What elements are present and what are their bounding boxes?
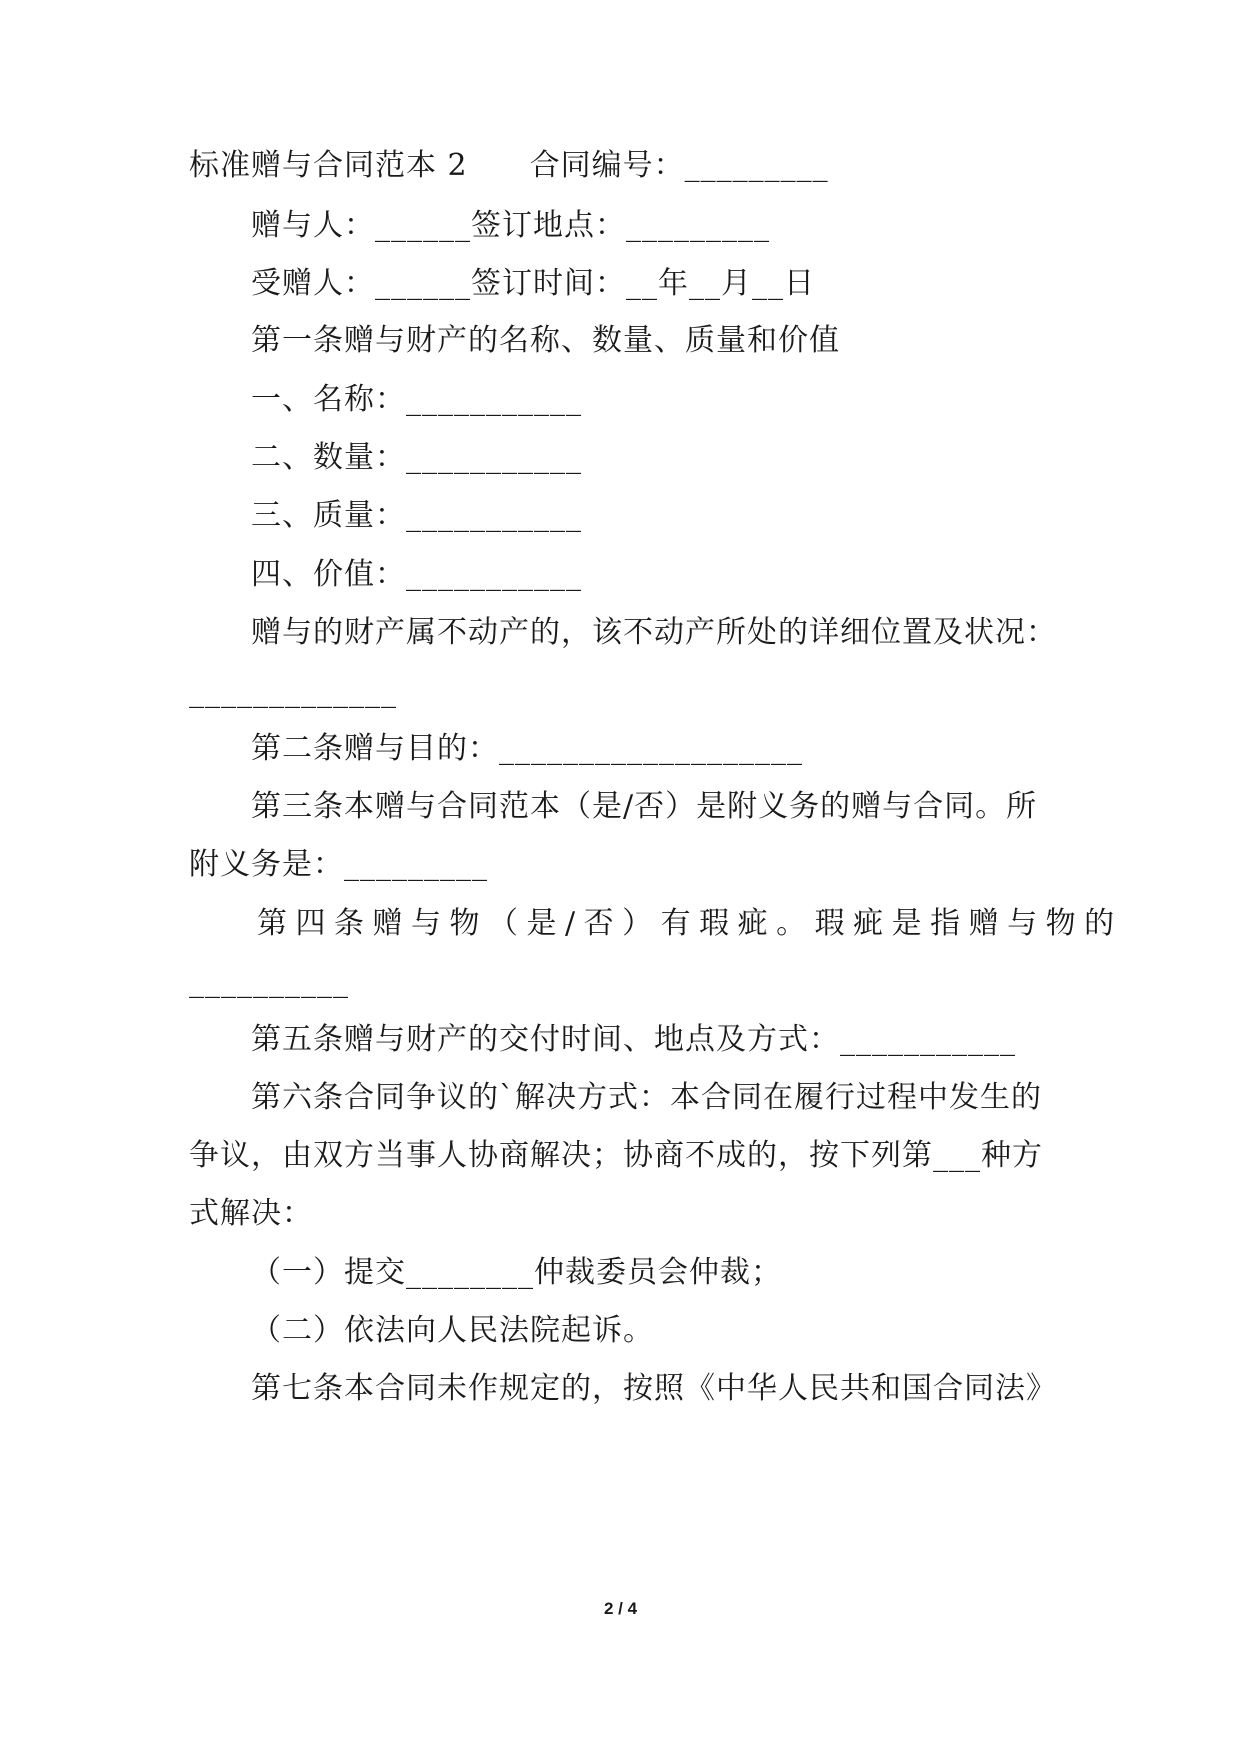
article-6-line: 第六条合同争议的`解决方式：本合同在履行过程中发生的 bbox=[251, 1080, 1042, 1115]
page-number: 2 / 4 bbox=[603, 1599, 638, 1618]
article-3-line: 第三条本赠与合同范本（是/否）是附义务的赠与合同。所 bbox=[251, 789, 1038, 824]
document-title-line: 标准赠与合同范本 2 合同编号：_________ bbox=[189, 148, 829, 183]
recipient-line: 受赠人：______签订时间：__年__月__日 bbox=[251, 266, 815, 301]
donor-line: 赠与人：______签订地点：_________ bbox=[251, 208, 770, 243]
property-name-line: 一、名称：___________ bbox=[251, 382, 582, 417]
article-2-line: 第二条赠与目的：___________________ bbox=[251, 731, 803, 766]
option-2-line: （二）依法向人民法院起诉。 bbox=[251, 1313, 654, 1348]
property-quantity-line: 二、数量：___________ bbox=[251, 440, 582, 475]
option-1-line: （一）提交________仲裁委员会仲裁； bbox=[251, 1255, 782, 1290]
property-quality-line: 三、质量：___________ bbox=[251, 498, 582, 533]
article-1-heading: 第一条赠与财产的名称、数量、质量和价值 bbox=[251, 323, 840, 358]
property-value-line: 四、价值：___________ bbox=[251, 557, 582, 592]
article-6-continuation: 争议，由双方当事人协商解决；协商不成的，按下列第___种方 bbox=[189, 1138, 1043, 1173]
article-3-continuation: 附义务是：_________ bbox=[189, 847, 488, 882]
article-4-blank-line: __________ bbox=[189, 964, 349, 999]
article-4-line: 第四条赠与物（是/否）有瑕疵。瑕疵是指赠与物的 bbox=[257, 906, 1123, 941]
article-6-end: 式解决： bbox=[189, 1196, 313, 1231]
real-estate-line: 赠与的财产属不动产的，该不动产所处的详细位置及状况： bbox=[251, 615, 1057, 650]
real-estate-blank-line: _____________ bbox=[189, 674, 397, 709]
article-7-line: 第七条本合同未作规定的，按照《中华人民共和国合同法》 bbox=[251, 1371, 1057, 1406]
article-5-line: 第五条赠与财产的交付时间、地点及方式：___________ bbox=[251, 1022, 1016, 1057]
